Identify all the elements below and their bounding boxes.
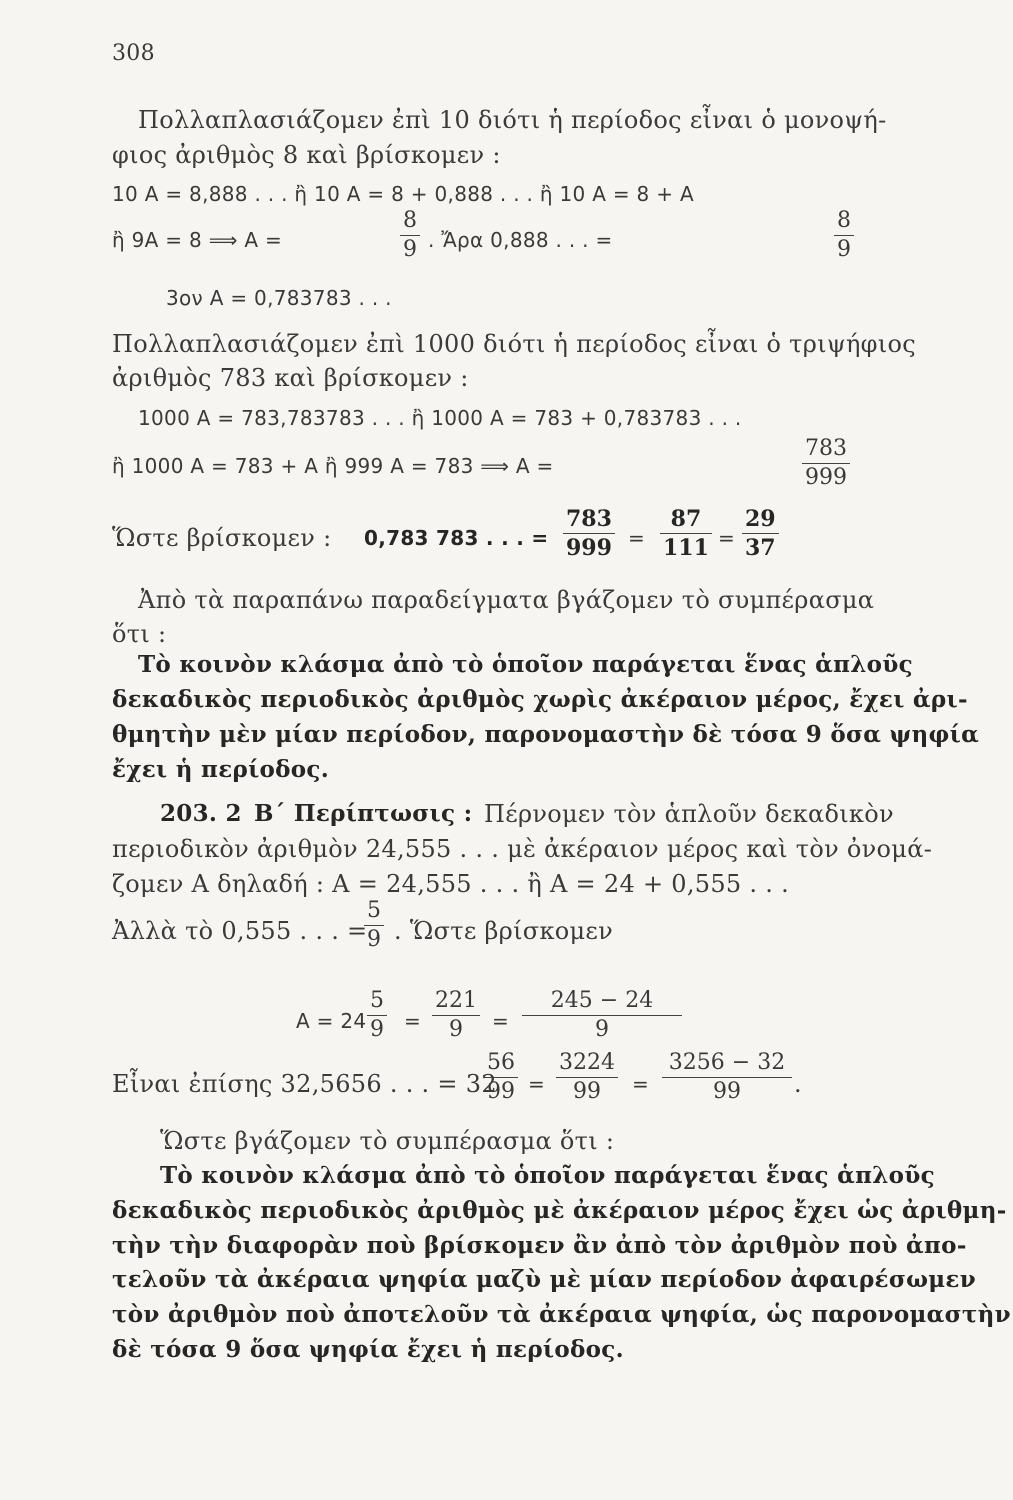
fraction [662, 1050, 792, 1105]
numerator: 3224 [556, 1050, 618, 1078]
text-line: Ἀπὸ τὰ παραπάνω παραδείγματα βγάζομεν τὸ συμπέρασμα [138, 586, 875, 614]
denominator: 9 [837, 237, 851, 262]
numerator: 56 [484, 1050, 518, 1078]
rule-line: τὸν ἀριθμὸν ποὺ ἀποτελοῦν τὰ ἀκέραια ψηφία, ὡς παρονομαστὴν [112, 1301, 1011, 1328]
rule-line: Τὸ κοινὸν κλάσμα ἀπὸ τὸ ὁποῖον παράγεται ἕνας ἁπλοῦς [160, 1162, 935, 1189]
fraction [364, 898, 384, 953]
fraction [367, 988, 387, 1043]
fraction [400, 208, 420, 263]
fraction [432, 988, 480, 1043]
section-number: 203. 2 [160, 800, 242, 827]
numerator: 29 [742, 506, 779, 534]
text-line: Πολλαπλασιάζομεν ἐπὶ 1000 διότι ἡ περίοδος εἶναι ὁ τριψήφιος [112, 330, 916, 358]
equals-sign: = [492, 1009, 510, 1033]
fraction [742, 506, 779, 561]
rule-line: δεκαδικὸς περιοδικὸς ἀριθμὸς χωρὶς ἀκέραιον μέρος, ἔχει ἀρι- [112, 686, 968, 713]
numerator: 783 [802, 436, 850, 464]
result-value: 0,783 783 . . . = [364, 526, 549, 550]
fraction [522, 988, 682, 1043]
equals-sign: = [628, 526, 646, 550]
numerator: 3256 − 32 [662, 1050, 792, 1078]
text-line: ζομεν A δηλαδή : A = 24,555 . . . ἢ A = 24 + 0,555 . . . [112, 870, 790, 898]
numerator: 245 − 24 [522, 988, 682, 1016]
fraction [834, 208, 854, 263]
denominator: 9 [370, 1017, 384, 1042]
rule-line: θμητὴν μὲν μίαν περίοδον, παρονομαστὴν δὲ τόσα 9 ὅσα ψηφία [112, 721, 980, 748]
numerator: 221 [432, 988, 480, 1016]
denominator: 9 [595, 1017, 609, 1042]
text-line: φιος ἀριθμὸς 8 καὶ βρίσκομεν : [112, 141, 501, 169]
result-label: Ὥστε βρίσκομεν : [112, 524, 332, 552]
equation: A = 24 [296, 1009, 367, 1033]
fraction [802, 436, 850, 491]
rule-line: ἔχει ἡ περίοδος. [112, 756, 330, 783]
fraction [660, 506, 712, 561]
numerator: 87 [660, 506, 712, 534]
rule-line: τὴν τὴν διαφορὰν ποὺ βρίσκομεν ἂν ἀπὸ τὸν ἀριθμὸν ποὺ ἀπο- [112, 1232, 967, 1259]
numerator: 5 [364, 898, 384, 926]
equals-sign: = [632, 1072, 650, 1096]
denominator: 9 [403, 237, 417, 262]
fraction [563, 506, 615, 561]
equation: . Ἄρα 0,888 . . . = [428, 228, 613, 252]
equals-sign: = [528, 1072, 546, 1096]
denominator: 99 [573, 1079, 601, 1104]
equation: ἢ 9A = 8 ⟹ A = [112, 228, 283, 252]
denominator: 99 [487, 1079, 515, 1104]
text-line: Ἀλλὰ τὸ 0,555 . . . = [112, 917, 368, 945]
equation: 1000 A = 783,783783 . . . ἢ 1000 A = 783 + 0,783783 . . . [138, 406, 742, 430]
rule-line: Τὸ κοινὸν κλάσμα ἀπὸ τὸ ὁποῖον παράγεται ἕνας ἁπλοῦς [138, 651, 913, 678]
equation: ἢ 1000 A = 783 + A ἢ 999 A = 783 ⟹ A = [112, 454, 554, 478]
example-label: 3ον A = 0,783783 . . . [166, 286, 392, 310]
equation: 10 A = 8,888 . . . ἢ 10 A = 8 + 0,888 . . . ἢ 10 A = 8 + A [112, 182, 694, 206]
numerator: 783 [563, 506, 615, 534]
denominator: 99 [713, 1079, 741, 1104]
equals-sign: = [718, 526, 736, 550]
equals-sign: = [404, 1009, 422, 1033]
text-line: Πολλαπλασιάζομεν ἐπὶ 10 διότι ἡ περίοδος εἶναι ὁ μονοψή- [138, 106, 887, 134]
rule-line: δεκαδικὸς περιοδικὸς ἀριθμὸς μὲ ἀκέραιον μέρος ἔχει ὡς ἀριθμη- [112, 1197, 1007, 1224]
equation: Εἶναι ἐπίσης 32,5656 . . . = 32 [112, 1070, 497, 1098]
denominator: 999 [805, 465, 847, 490]
text-line: περιοδικὸν ἀριθμὸν 24,555 . . . μὲ ἀκέραιον μέρος καὶ τὸν ὀνομά- [112, 835, 933, 863]
numerator: 5 [367, 988, 387, 1016]
text-line: Πέρνομεν τὸν ἁπλοῦν δεκαδικὸν [484, 800, 894, 828]
denominator: 37 [745, 535, 776, 561]
numerator: 8 [834, 208, 854, 236]
fraction [484, 1050, 518, 1105]
rule-line: τελοῦν τὰ ἀκέραια ψηφία μαζὺ μὲ μίαν περίοδον ἀφαιρέσωμεν [112, 1266, 976, 1293]
denominator: 9 [449, 1017, 463, 1042]
text-line: ὅτι : [112, 620, 167, 648]
period: . [794, 1070, 802, 1098]
text-line: Ὥστε βγάζομεν τὸ συμπέρασμα ὅτι : [160, 1127, 615, 1155]
rule-line: δὲ τόσα 9 ὅσα ψηφία ἔχει ἡ περίοδος. [112, 1336, 624, 1363]
denominator: 9 [367, 927, 381, 952]
text-line: ἀριθμὸς 783 καὶ βρίσκομεν : [112, 364, 469, 392]
page-number: 308 [112, 41, 155, 66]
section-title: Β΄ Περίπτωσις : [254, 800, 473, 827]
denominator: 999 [566, 535, 612, 561]
denominator: 111 [663, 535, 709, 561]
fraction [556, 1050, 618, 1105]
numerator: 8 [400, 208, 420, 236]
text-line: . Ὥστε βρίσκομεν [394, 917, 614, 945]
